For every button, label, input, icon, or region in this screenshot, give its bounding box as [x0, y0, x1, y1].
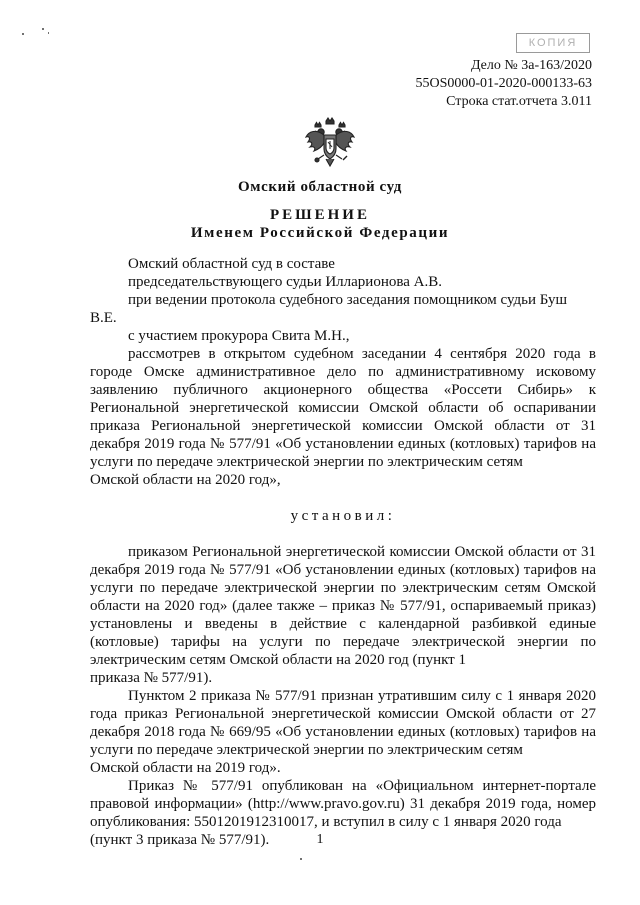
intro-considered-tail: Омской области на 2020 год», [90, 472, 281, 488]
intro-prosecutor: с участием прокурора Свита М.Н., [128, 328, 350, 344]
page-number: 1 [316, 832, 324, 847]
paragraph-repealed-order: Пунктом 2 приказа № 577/91 признан утратившим силу с 1 января 2020 года приказ Региональной энергетической комиссии Омской области от 27 декабря 2018 года № 669/95 «Об установлении единых (котловых) тарифов на услуги по передаче электрической энергии по электрическим сетям [90, 688, 596, 758]
court-name: Омский областной суд [238, 179, 402, 195]
intro-composition: Омский областной суд в составе [128, 256, 335, 272]
intro-secretary: при ведении протокола судебного заседания помощником судьи Буш [128, 292, 568, 308]
paragraph-publication: Приказ № 577/91 опубликован на «Официальном интернет-портале правовой информации» (http://www.pravo.gov.ru) 31 декабря 2019 года, номер опубликования: 5501201912310017, и вступил в силу с 1 января 2020 года [90, 778, 596, 830]
scan-speck [300, 858, 302, 860]
case-uid: 55OS0000-01-2020-000133-63 [415, 76, 592, 91]
russian-coat-of-arms-icon [304, 117, 356, 169]
case-number: Дело № 3а-163/2020 [470, 58, 592, 73]
paragraph-repealed-order-tail: Омской области на 2019 год». [90, 760, 281, 776]
established-heading: установил: [290, 508, 396, 524]
stat-report-line: Строка стат.отчета 3.011 [446, 94, 592, 109]
intro-considered: рассмотрев в открытом судебном заседании 4 сентября 2020 года в городе Омске административное дело по административному исковому заявлению публичного акционерного общества «Россети Сибирь» к Региональной энергетической комиссии Омской области об оспаривании приказа Региональной энергетической комиссии Омской области от 31 декабря 2019 года № 577/91 «Об установлении единых (котловых) тарифов на услуги по передаче электрической энергии по электрическим сетям [90, 346, 596, 470]
document-title: РЕШЕНИЕ [270, 207, 370, 223]
case-info [415, 57, 592, 111]
paragraph-order-summary: приказом Региональной энергетической комиссии Омской области от 31 декабря 2019 года № 577/91 «Об установлении единых (котловых) тарифов на услуги по передаче электрической энергии по электрическим сетям Омской области на 2020 год» (далее также – приказ № 577/91, оспариваемый приказ) установлены и введены в действие с календарной разбивкой единые (котловые) тарифы на услуги по передаче электрической энергии по электрическим сетям Омской области на 2020 год (пункт 1 [90, 544, 596, 668]
intro-presiding-judge: председательствующего судьи Илларионова А.В. [128, 274, 442, 290]
scan-speck [42, 28, 44, 30]
paragraph-publication-tail: (пункт 3 приказа № 577/91). [90, 832, 270, 848]
scan-speck [22, 33, 24, 35]
copy-stamp: КОПИЯ [516, 33, 590, 53]
paragraph-order-summary-tail: приказа № 577/91). [90, 670, 213, 686]
document-subtitle: Именем Российской Федерации [190, 225, 450, 241]
scan-speck [48, 32, 49, 34]
intro-secretary-initials: В.Е. [90, 310, 117, 326]
document-body [90, 255, 596, 849]
